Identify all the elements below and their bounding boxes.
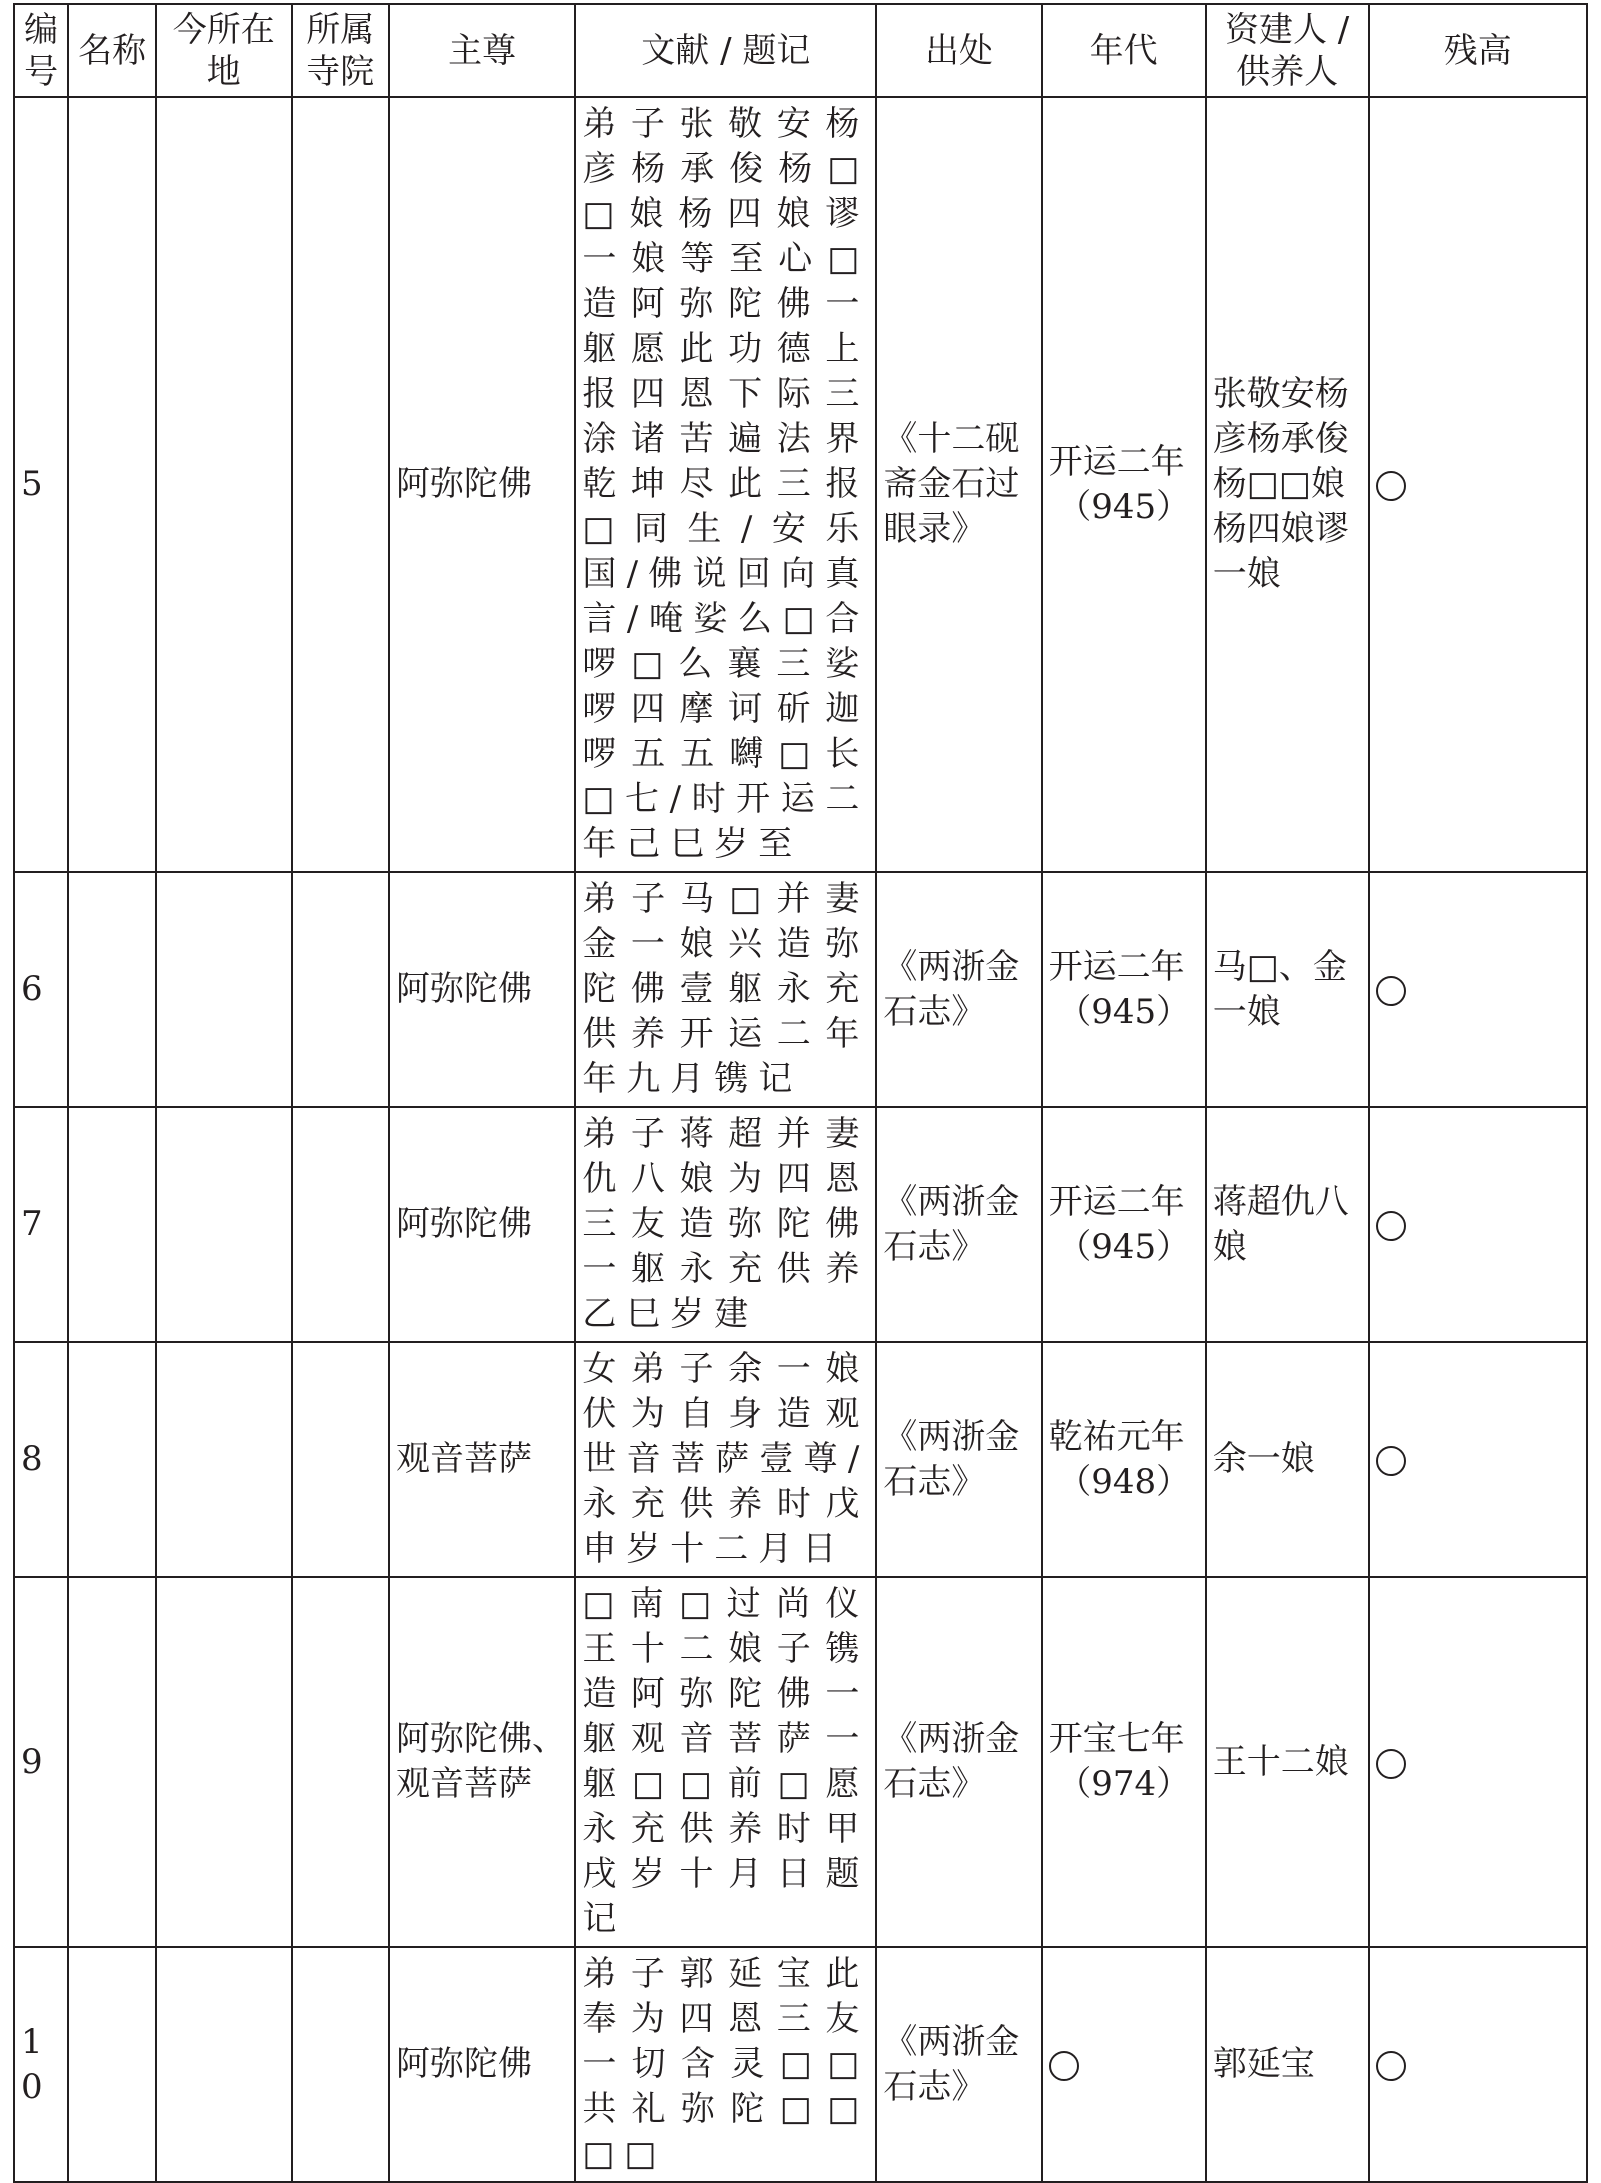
cell-donor: 马□、金一娘: [1206, 872, 1369, 1107]
table-row: [14, 97, 1587, 872]
cell-source: 《两浙金石志》: [876, 872, 1041, 1107]
table-row: [14, 872, 1587, 1107]
header-date: 年代: [1042, 4, 1206, 97]
cell-source: 《两浙金石志》: [876, 1577, 1041, 1947]
header-row: [14, 4, 1587, 97]
cell-location: [156, 1107, 292, 1342]
cell-height: [1369, 1947, 1587, 2182]
cell-deity: 阿弥陀佛、观音菩萨: [389, 1577, 575, 1947]
height-circle: [1376, 1749, 1406, 1779]
cell-source: 《十二砚斋金石过眼录》: [876, 97, 1041, 872]
height-circle: [1376, 2051, 1406, 2081]
cell-location: [156, 1577, 292, 1947]
cell-date: [1042, 97, 1206, 872]
cell-deity: 阿弥陀佛: [389, 97, 575, 872]
date-era: 开宝七年: [1048, 1719, 1185, 1759]
header-location: 今所在地: [156, 4, 292, 97]
cell-no: 9: [14, 1577, 68, 1947]
cell-source: 《两浙金石志》: [876, 1342, 1041, 1577]
cell-name: [68, 1577, 156, 1947]
header-donor: 资建人 / 供养人: [1206, 4, 1369, 97]
header-source: 出处: [876, 4, 1041, 97]
cell-date: [1042, 1577, 1206, 1947]
date-era: 开运二年: [1048, 441, 1185, 482]
header-name: 名称: [68, 4, 156, 97]
cell-temple: [292, 97, 389, 872]
cell-temple: [292, 872, 389, 1107]
cell-text: 弟子张敬安杨彦杨承俊杨□□娘杨四娘谬一娘等至心□造阿弥陀佛一躯愿此功德上报四恩下际三涂诸苦遍法界乾坤尽此三报□同生/安乐国/佛说回向真言/唵娑么□合啰□么襄三娑啰四摩诃斫迦啰五五嚩□长□七/时开运二年己巳岁至: [575, 97, 876, 872]
cell-text: 弟子郭延宝此奉为四恩三友一切含灵□□共礼弥陀□□□□: [575, 1947, 876, 2182]
cell-name: [68, 97, 156, 872]
cell-location: [156, 97, 292, 872]
cell-no: 5: [14, 97, 68, 872]
date-year: （945）: [1057, 991, 1191, 1032]
cell-temple: [292, 1107, 389, 1342]
cell-text: 弟子马□并妻金一娘兴造弥陀佛壹躯永充供养开运二年年九月镌记: [575, 872, 876, 1107]
table-row: [14, 1107, 1587, 1342]
date-era: 开运二年: [1048, 946, 1185, 987]
cell-height: [1369, 1107, 1587, 1342]
cell-temple: [292, 1947, 389, 2182]
cell-text: 女弟子余一娘伏为自身造观世音菩萨壹尊/永充供养时戊申岁十二月日: [575, 1342, 876, 1577]
height-circle: [1376, 976, 1406, 1006]
cell-no: 10: [14, 1947, 68, 2182]
cell-location: [156, 872, 292, 1107]
date-era: 开运二年: [1048, 1181, 1185, 1222]
cell-height: [1369, 1577, 1587, 1947]
date-year: （945）: [1057, 486, 1191, 527]
height-circle: [1376, 471, 1406, 501]
cell-deity: 阿弥陀佛: [389, 1107, 575, 1342]
date-year: （945）: [1057, 1226, 1191, 1267]
cell-source: 《两浙金石志》: [876, 1107, 1041, 1342]
cell-location: [156, 1342, 292, 1577]
cell-donor: 郭延宝: [1206, 1947, 1369, 2182]
cell-name: [68, 872, 156, 1107]
cell-date: [1042, 1947, 1206, 2182]
header-no: 编号: [14, 4, 68, 97]
cell-no: 7: [14, 1107, 68, 1342]
cell-name: [68, 1342, 156, 1577]
cell-height: [1369, 97, 1587, 872]
cell-height: [1369, 1342, 1587, 1577]
cell-temple: [292, 1342, 389, 1577]
height-circle: [1376, 1446, 1406, 1476]
cell-deity: 阿弥陀佛: [389, 872, 575, 1107]
cell-name: [68, 1947, 156, 2182]
date-year: （948）: [1057, 1461, 1191, 1502]
cell-date: [1042, 872, 1206, 1107]
cell-height: [1369, 872, 1587, 1107]
cell-date: [1042, 1342, 1206, 1577]
date-circle: [1049, 2051, 1079, 2081]
date-year: （974）: [1057, 1764, 1191, 1804]
table-row: [14, 1947, 1587, 2182]
table-row: [14, 1342, 1587, 1577]
cell-name: [68, 1107, 156, 1342]
cell-temple: [292, 1577, 389, 1947]
cell-donor: 王十二娘: [1206, 1577, 1369, 1947]
cell-deity: 阿弥陀佛: [389, 1947, 575, 2182]
cell-donor: 张敬安杨彦杨承俊杨□□娘杨四娘谬一娘: [1206, 97, 1369, 872]
inscription-table: [13, 3, 1588, 2183]
cell-location: [156, 1947, 292, 2182]
cell-text: 弟子蒋超并妻仇八娘为四恩三友造弥陀佛一躯永充供养乙巳岁建: [575, 1107, 876, 1342]
header-height: 残高: [1369, 4, 1587, 97]
cell-source: 《两浙金石志》: [876, 1947, 1041, 2182]
cell-donor: 余一娘: [1206, 1342, 1369, 1577]
header-temple: 所属寺院: [292, 4, 389, 97]
date-era: 乾祐元年: [1048, 1416, 1185, 1457]
cell-no: 6: [14, 872, 68, 1107]
cell-date: [1042, 1107, 1206, 1342]
cell-deity: 观音菩萨: [389, 1342, 575, 1577]
cell-text: □南□过尚仪王十二娘子镌造阿弥陀佛一躯观音菩萨一躯□□前□愿永充供养时甲戌岁十月日题记: [575, 1577, 876, 1947]
cell-donor: 蒋超仇八娘: [1206, 1107, 1369, 1342]
header-deity: 主尊: [389, 4, 575, 97]
header-text: 文献 / 题记: [575, 4, 876, 97]
height-circle: [1376, 1211, 1406, 1241]
cell-no: 8: [14, 1342, 68, 1577]
table-row: [14, 1577, 1587, 1947]
